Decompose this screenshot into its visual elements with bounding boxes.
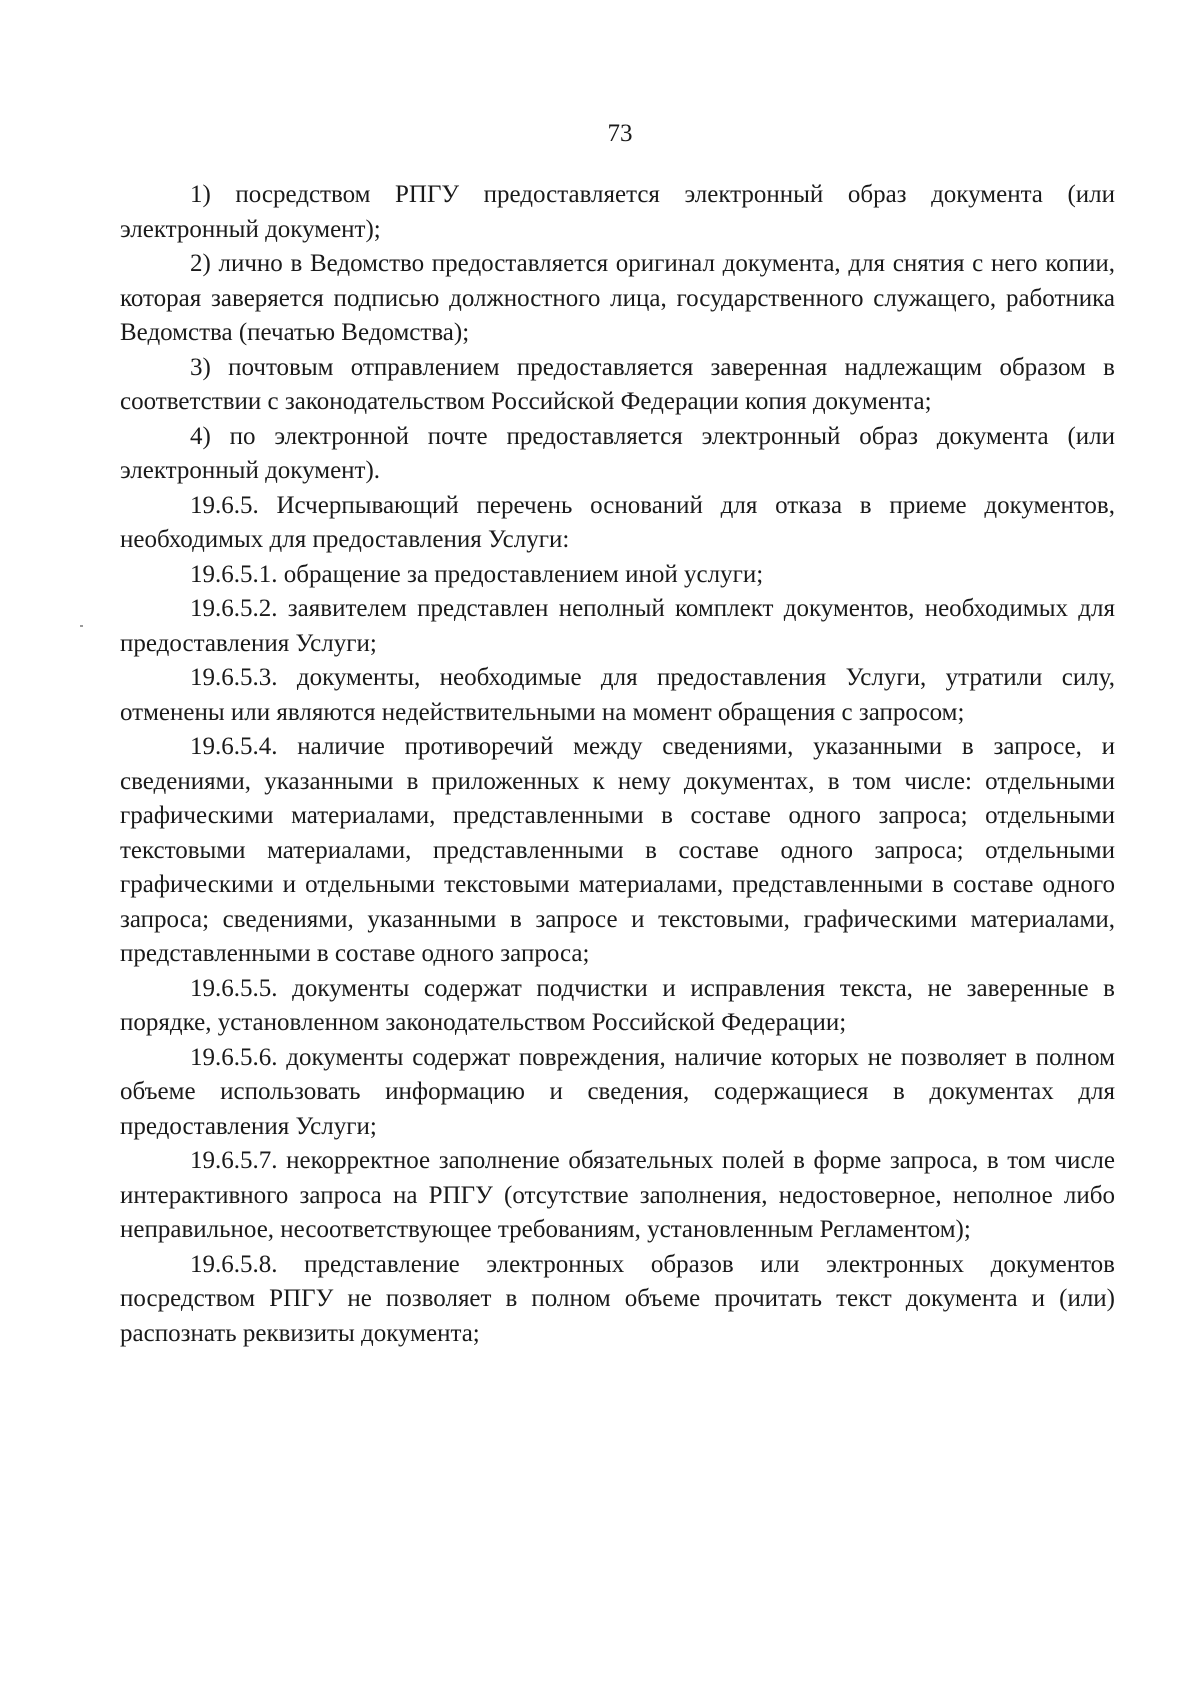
paragraph-item-1: 1) посредством РПГУ предоставляется электронный образ документа (или электронный документ); xyxy=(120,181,1115,243)
paragraph-19-6-5-7: 19.6.5.7. некорректное заполнение обязательных полей в форме запроса, в том числе интерактивного запроса на РПГУ (отсутствие заполнения, недостоверное, неполное либо неправильное, несоответствующее требованиям, установленным Регламентом); xyxy=(120,1147,1115,1243)
paragraph-19-6-5-1: 19.6.5.1. обращение за предоставлением иной услуги; xyxy=(190,560,764,588)
paragraph-19-6-5-4: 19.6.5.4. наличие противоречий между сведениями, указанными в запросе, и сведениями, указанными в приложенных к нему документах, в том числе: отдельными графическими материалами, представленными в составе одного запроса; отдельными текстовыми материалами, представленными в составе одного запроса; отдельными графическими и отдельными текстовыми материалами, представленными в составе одного запроса; сведениями, указанными в запросе и текстовыми, графическими материалами, представленными в составе одного запроса; xyxy=(120,733,1115,967)
paragraph-19-6-5-8: 19.6.5.8. представление электронных образов или электронных документов посредством РПГУ не позволяет в полном объеме прочитать текст документа и (или) распознать реквизиты документа; xyxy=(120,1250,1115,1347)
page-number: 73 xyxy=(607,120,633,147)
paragraph-19-6-5: 19.6.5. Исчерпывающий перечень оснований для отказа в приеме документов, необходимых для предоставления Услуги: xyxy=(120,491,1115,553)
paragraph-item-3: 3) почтовым отправлением предоставляется заверенная надлежащим образом в соответствии с законодательством Российской Федерации копия документа; xyxy=(120,353,1115,415)
paragraph-19-6-5-2: 19.6.5.2. заявителем представлен неполный комплект документов, необходимых для предоставления Услуги; xyxy=(120,595,1115,657)
document-body xyxy=(120,178,1115,1351)
paragraph-item-4: 4) по электронной почте предоставляется электронный образ документа (или электронный документ). xyxy=(120,422,1115,484)
paragraph-19-6-5-6: 19.6.5.6. документы содержат повреждения, наличие которых не позволяет в полном объеме использовать информацию и сведения, содержащиеся в документах для предоставления Услуги; xyxy=(120,1043,1115,1140)
paragraph-19-6-5-5: 19.6.5.5. документы содержат подчистки и исправления текста, не заверенные в порядке, установленном законодательством Российской Федерации; xyxy=(120,974,1115,1036)
paragraph-19-6-5-3: 19.6.5.3. документы, необходимые для предоставления Услуги, утратили силу, отменены или являются недействительными на момент обращения с запросом; xyxy=(120,664,1115,726)
scan-speck xyxy=(80,625,83,627)
paragraph-item-2: 2) лично в Ведомство предоставляется оригинал документа, для снятия с него копии, которая заверяется подписью должностного лица, государственного служащего, работника Ведомства (печатью Ведомства); xyxy=(120,250,1115,346)
